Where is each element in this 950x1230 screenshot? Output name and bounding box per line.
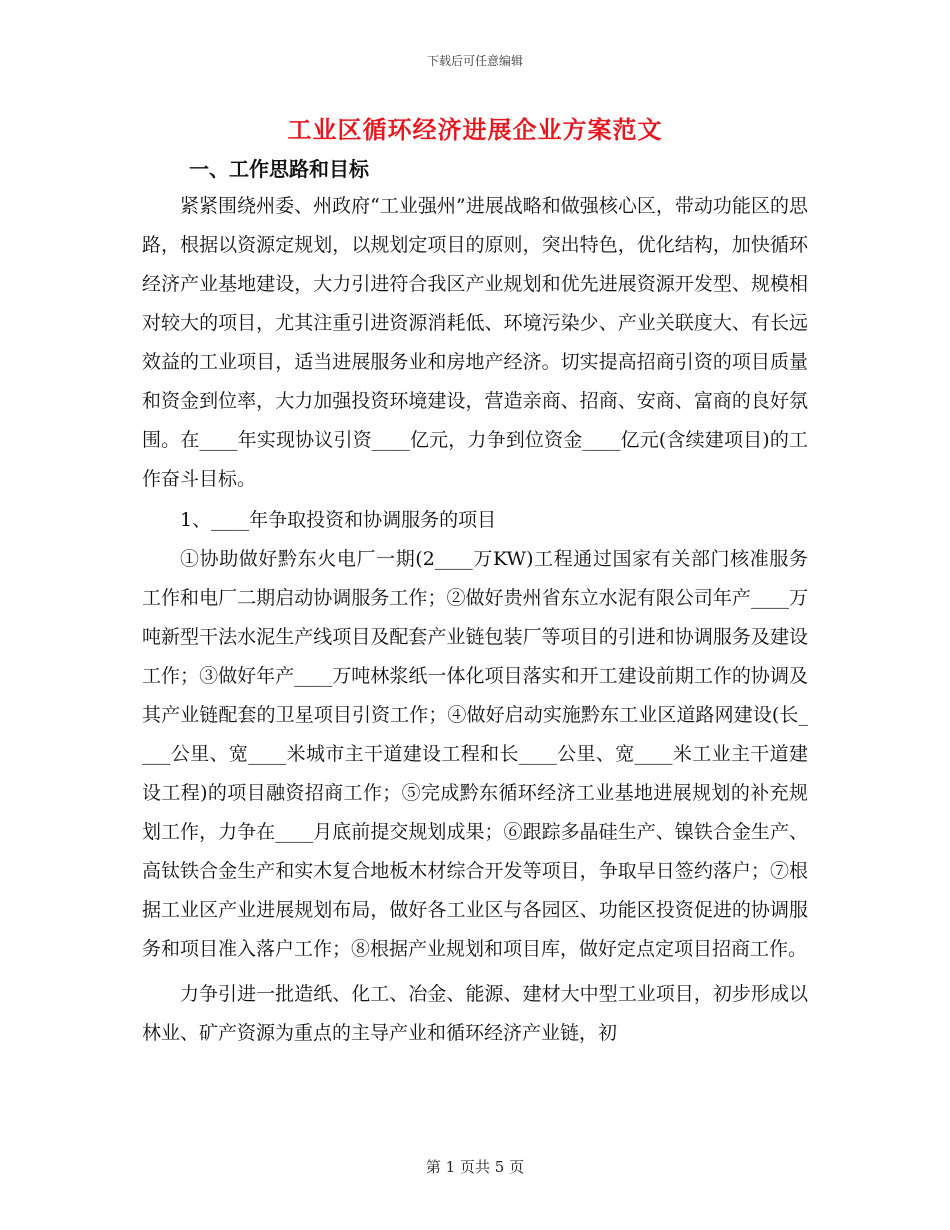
document-title: 工业区循环经济进展企业方案范文 <box>287 115 663 144</box>
document-body <box>142 187 808 1053</box>
page-header-note: 下载后可任意编辑 <box>426 54 523 68</box>
body-paragraph-projects: ①协助做好黔东火电厂一期(2____万KW)工程通过国家有关部门核准服务工作和电厂二期启动协调服务工作；②做好贵州省东立水泥有限公司年产____万吨新型干法水泥生产线项目及配套产业链包装厂等项目的引进和协调服务及建设工作；③做好年产____万吨林浆纸一体化项目落实和开工建设前期工作的协调及其产业链配套的卫星项目引资工作；④做好启动实施黔东工业区道路网建设(长____公里、宽____米城市主干道建设工程和长____公里、宽____米工业主干道建设工程)的项目融资招商工作；⑤完成黔东循环经济工业基地进展规划的补充规划工作，力争在____月底前提交规划成果；⑥跟踪多晶硅生产、镍铁合金生产、高钛铁合金生产和实木复合地板木材综合开发等项目，争取早日签约落户；⑦根据工业区产业进展规划布局，做好各工业区与各园区、功能区投资促进的协调服务和项目准入落户工作；⑧根据产业规划和项目库，做好定点定项目招商工作。 <box>142 548 808 960</box>
body-paragraph-subheading: 1、____年争取投资和协调服务的项目 <box>180 509 497 531</box>
page-number-footer: 第 1 页共 5 页 <box>425 1158 525 1176</box>
body-paragraph-goals: 力争引进一批造纸、化工、冶金、能源、建材大中型工业项目，初步形成以林业、矿产资源为重点的主导产业和循环经济产业链，初 <box>142 983 808 1044</box>
body-paragraph-intro: 紧紧围绕州委、州政府“工业强州”进展战略和做强核心区，带动功能区的思路，根据以资源定规划，以规划定项目的原则，突出特色，优化结构，加快循环经济产业基地建设，大力引进符合我区产业规划和优先进展资源开发型、规模相对较大的项目，尤其注重引进资源消耗低、环境污染少、产业关联度大、有长远效益的工业项目，适当进展服务业和房地产经济。切实提高招商引资的项目质量和资金到位率，大力加强投资环境建设，营造亲商、招商、安商、富商的良好氛围。在____年实现协议引资____亿元，力争到位资金____亿元(含续建项目)的工作奋斗目标。 <box>142 195 808 490</box>
section-heading: 一、工作思路和目标 <box>189 157 369 181</box>
